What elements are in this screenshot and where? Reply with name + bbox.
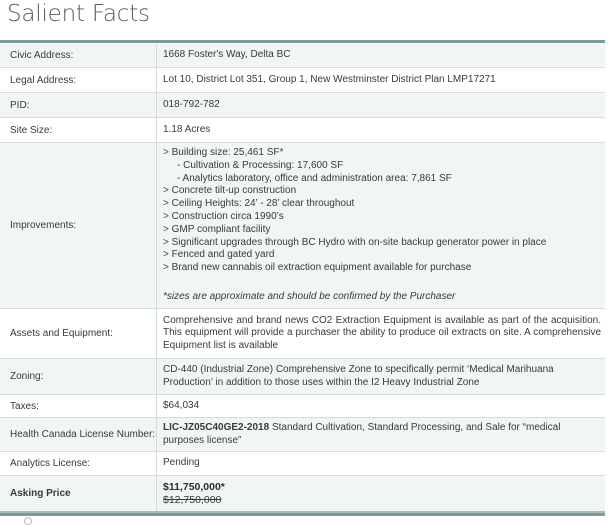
bottom-rule	[0, 513, 605, 516]
taxes-value: $64,034	[163, 399, 200, 411]
zoning-label: Zoning:	[10, 371, 44, 382]
pid-label: PID:	[10, 99, 30, 111]
column-divider	[156, 68, 157, 92]
column-divider	[156, 476, 157, 511]
legal-address-label: Legal Address:	[10, 74, 77, 86]
previous-price: $12,750,000	[163, 493, 222, 506]
circle-icon	[24, 517, 32, 525]
chevron-right-icon: >	[163, 185, 169, 197]
pid-value: 018-792-782	[163, 98, 220, 110]
column-divider	[156, 309, 157, 358]
list-item: > Significant upgrades through BC Hydro with on-site backup generator power in place	[163, 236, 547, 248]
row-zoning	[0, 359, 605, 395]
column-divider	[156, 452, 157, 475]
list-item: > Construction circa 1990’s	[163, 210, 284, 222]
license-description: Standard Cultivation, Standard Processing, and Sale for “medical purposes license”	[163, 422, 561, 446]
license-label: Health Canada License Number:	[10, 429, 156, 440]
assets-label: Assets and Equipment:	[10, 328, 113, 339]
row-license	[0, 418, 605, 452]
column-divider	[156, 93, 157, 117]
analytics-label: Analytics License:	[10, 458, 91, 469]
current-price: $11,750,000*	[163, 480, 225, 493]
row-analytics	[0, 452, 605, 476]
column-divider	[156, 143, 157, 308]
row-improvements	[0, 143, 605, 309]
site-size-label: Site Size:	[10, 124, 53, 136]
license-id: LIC-JZ05C40GE2-2018	[163, 422, 270, 433]
chevron-right-icon: >	[163, 147, 169, 158]
row-site-size	[0, 118, 605, 143]
chevron-right-icon: >	[163, 223, 169, 235]
list-item: > Building size: 25,461 SF*	[163, 147, 284, 158]
row-taxes	[0, 395, 605, 418]
row-pid	[0, 93, 605, 118]
chevron-right-icon: >	[163, 210, 169, 222]
page-title: Salient Facts	[7, 1, 150, 27]
analytics-value: Pending	[163, 457, 200, 469]
zoning-value: CD-440 (Industrial Zone) Comprehensive Zone to specifically permit ‘Medical Marihuana Production’ in addition to those uses within the I2 Heavy Industrial Zone	[163, 364, 554, 388]
list-item: > Ceiling Heights: 24’ - 28’ clear throughout	[163, 198, 355, 210]
list-item: - Cultivation & Processing: 17,600 SF	[177, 159, 344, 171]
taxes-label: Taxes:	[10, 400, 39, 412]
asking-price-label: Asking Price	[10, 488, 71, 499]
site-size-value: 1.18 Acres	[163, 123, 211, 135]
list-item: > Brand new cannabis oil extraction equipment available for purchase	[163, 262, 472, 274]
chevron-right-icon: >	[163, 249, 169, 261]
row-assets	[0, 309, 605, 359]
column-divider	[156, 359, 157, 394]
improvements-label: Improvements:	[10, 220, 77, 231]
top-rule	[0, 40, 605, 43]
legal-address-value: Lot 10, District Lot 351, Group 1, New Westminster District Plan LMP17271	[163, 73, 496, 85]
list-item: - Analytics laboratory, office and administration area: 7,861 SF	[177, 172, 452, 184]
column-divider	[156, 418, 157, 451]
column-divider	[156, 118, 157, 142]
asking-price-value	[163, 476, 601, 511]
assets-value: Comprehensive and brand news CO2 Extraction Equipment is available as part of the acquisition. This equipment will provide a purchaser the ability to produce oil extracts on site. A comprehensive Equipment list is available	[163, 314, 601, 351]
list-item: > Fenced and gated yard	[163, 249, 275, 261]
license-value	[163, 418, 601, 451]
column-divider	[156, 44, 157, 67]
row-asking-price	[0, 476, 605, 513]
column-divider	[156, 395, 157, 417]
list-item: > GMP compliant facility	[163, 223, 271, 235]
civic-address-value: 1668 Foster's Way, Delta BC	[163, 49, 291, 61]
improvements-note: *sizes are approximate and should be confirmed by the Purchaser	[163, 291, 456, 302]
chevron-right-icon: >	[163, 262, 169, 274]
improvements-list	[163, 147, 601, 275]
chevron-right-icon: >	[163, 198, 169, 210]
row-legal-address	[0, 68, 605, 93]
list-item: > Concrete tilt-up construction	[163, 185, 297, 197]
chevron-right-icon: >	[163, 236, 169, 248]
civic-address-label: Civic Address:	[10, 50, 74, 61]
row-civic-address	[0, 44, 605, 68]
